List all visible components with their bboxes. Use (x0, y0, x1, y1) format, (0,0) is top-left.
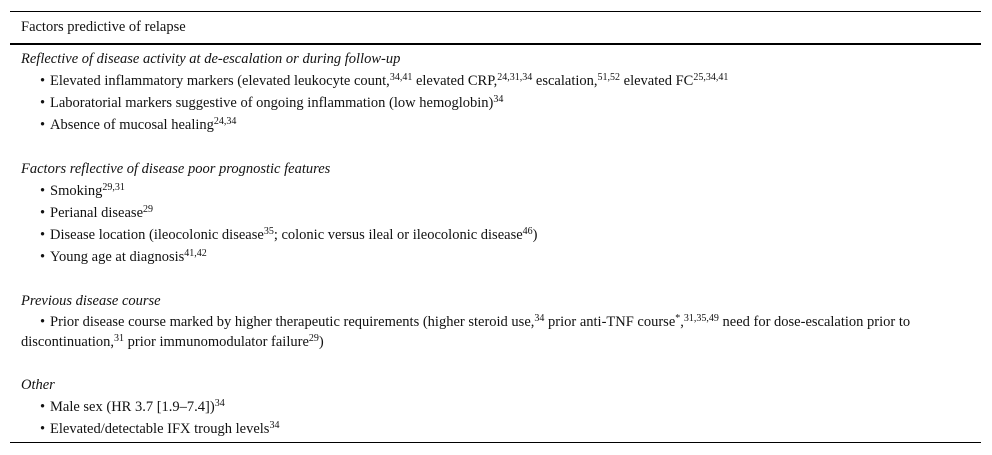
bullet-icon: • (40, 95, 46, 111)
item-text: Male sex (HR 3.7 [1.9–7.4]) (50, 399, 215, 415)
reference-superscript: 34 (269, 420, 280, 431)
list-item (10, 418, 981, 440)
item-text: ; colonic versus ileal or ileocolonic disease (273, 227, 523, 243)
reference-superscript: 25,34,41 (693, 72, 729, 83)
item-text: Elevated/detectable IFX trough levels (50, 421, 270, 437)
list-item (10, 202, 981, 224)
reference-superscript: 31 (114, 333, 125, 344)
reference-superscript: 31,35,49 (683, 313, 719, 324)
table-body (10, 45, 981, 442)
item-text: Elevated inflammatory markers (elevated leukocyte count, (50, 73, 390, 89)
section-title: Factors reflective of disease poor prognostic features (21, 161, 331, 177)
reference-superscript: 34 (214, 398, 225, 409)
reference-superscript: 34 (534, 313, 545, 324)
item-text: Prior disease course marked by higher therapeutic requirements (higher steroid use, (50, 314, 535, 330)
section-spacer (10, 268, 981, 290)
item-text: elevated CRP, (412, 73, 498, 89)
section-spacer (10, 136, 981, 158)
item-text: prior immunomodulator failure (124, 334, 309, 350)
item-text: escalation, (532, 73, 598, 89)
bullet-icon: • (40, 421, 46, 437)
list-item (10, 312, 981, 352)
bullet-icon: • (40, 249, 46, 265)
reference-superscript: 51,52 (597, 72, 621, 83)
reference-superscript: 34,41 (389, 72, 413, 83)
reference-superscript: 29 (308, 333, 319, 344)
reference-superscript: 24,34 (213, 116, 237, 127)
list-item (10, 70, 981, 92)
item-text: Absence of mucosal healing (50, 117, 214, 133)
item-text: , (680, 314, 684, 330)
item-text: Disease location (ileocolonic disease (50, 227, 264, 243)
relapse-factors-table (10, 11, 981, 443)
list-item (10, 224, 981, 246)
list-item (10, 114, 981, 136)
item-text: prior anti-TNF course (544, 314, 676, 330)
bullet-icon: • (40, 399, 46, 415)
list-item (10, 246, 981, 268)
reference-superscript: 29,31 (102, 182, 125, 193)
bullet-icon: • (40, 205, 46, 221)
reference-superscript: 35 (263, 226, 274, 237)
section-title: Previous disease course (21, 293, 161, 309)
reference-superscript: 41,42 (184, 248, 207, 259)
section-title: Other (21, 377, 55, 393)
bullet-icon: • (40, 314, 46, 330)
bullet-icon: • (40, 73, 46, 89)
bullet-icon: • (40, 183, 46, 199)
item-text: Laboratorial markers suggestive of ongoing inflammation (low hemoglobin) (50, 95, 494, 111)
bullet-icon: • (40, 227, 46, 243)
item-text: Perianal disease (50, 205, 144, 221)
table-header: Factors predictive of relapse (21, 19, 186, 35)
reference-superscript: * (675, 313, 681, 324)
section-title: Reflective of disease activity at de-escalation or during follow-up (21, 51, 401, 67)
list-item (10, 180, 981, 202)
item-text: need for dose-escalation prior to discontinuation, (21, 314, 911, 350)
reference-superscript: 46 (522, 226, 533, 237)
list-item (10, 396, 981, 418)
bullet-icon: • (40, 117, 46, 133)
reference-superscript: 34 (493, 94, 504, 105)
item-text: ) (532, 227, 538, 243)
item-text: Smoking (50, 183, 103, 199)
reference-superscript: 24,31,34 (497, 72, 533, 83)
item-text: elevated FC (620, 73, 694, 89)
section-spacer (10, 352, 981, 374)
bottom-rule (10, 442, 981, 443)
reference-superscript: 29 (143, 204, 154, 215)
item-text: Young age at diagnosis (50, 249, 185, 265)
list-item (10, 92, 981, 114)
item-text: ) (318, 334, 324, 350)
